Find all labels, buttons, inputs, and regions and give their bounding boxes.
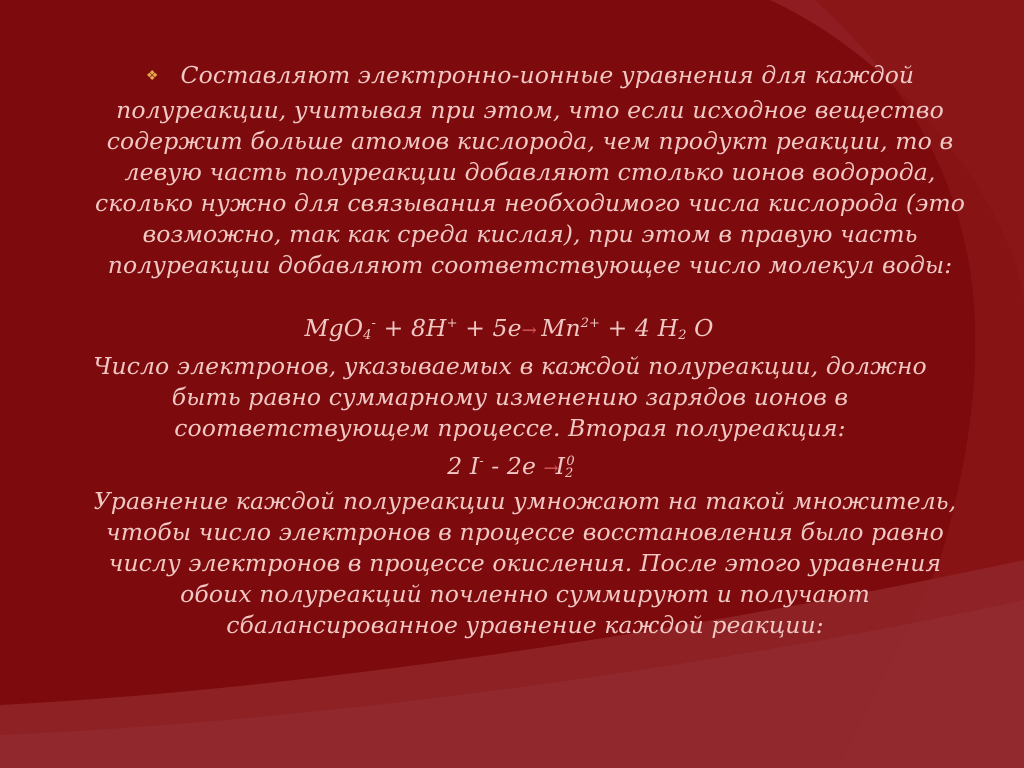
reaction-arrow-icon: → [521,320,534,341]
equation-mgo4-reduction: $MgO_4^- + 8H^+ + 5e\to Mn^{2+} + 4$ $H_2$ O [304,314,714,343]
paragraph1-text: Составляют электронно-ионные уравнения для каждой полуреакции, учитывая при этом, что если исходное вещество содержит больше атомов кислорода, чем продукт реакции, то в левую часть полуреакции добавляют столько ионов водорода, сколько нужно для связывания необходимого числа кислорода (это возможно, так как среда кислая), при этом в правую часть полуреакции добавляют соответствующее число молекул воды: [94,61,965,279]
bullet-diamond-icon: ❖ [145,68,159,84]
paragraph-multiply-sum: Уравнение каждой полуреакции умножают на такой множитель, чтобы число электронов в процессе восстановления было равно числу электронов в процессе окисления. После этого уравнения обоих полуреакций почленно суммируют и получают сбалансированное уравнение каждой реакции: [93,487,957,639]
paragraph-half-reactions [90,60,970,281]
reaction-arrow-icon: → [543,458,556,479]
paragraph-electron-count: Число электронов, указываемых в каждой полуреакции, должно быть равно суммарному изменению зарядов ионов в соответствующем процессе. Вторая полуреакция: [93,352,927,442]
equation-iodide-oxidation: 2 $I^- - 2e \to I_2^0$ [447,452,575,481]
